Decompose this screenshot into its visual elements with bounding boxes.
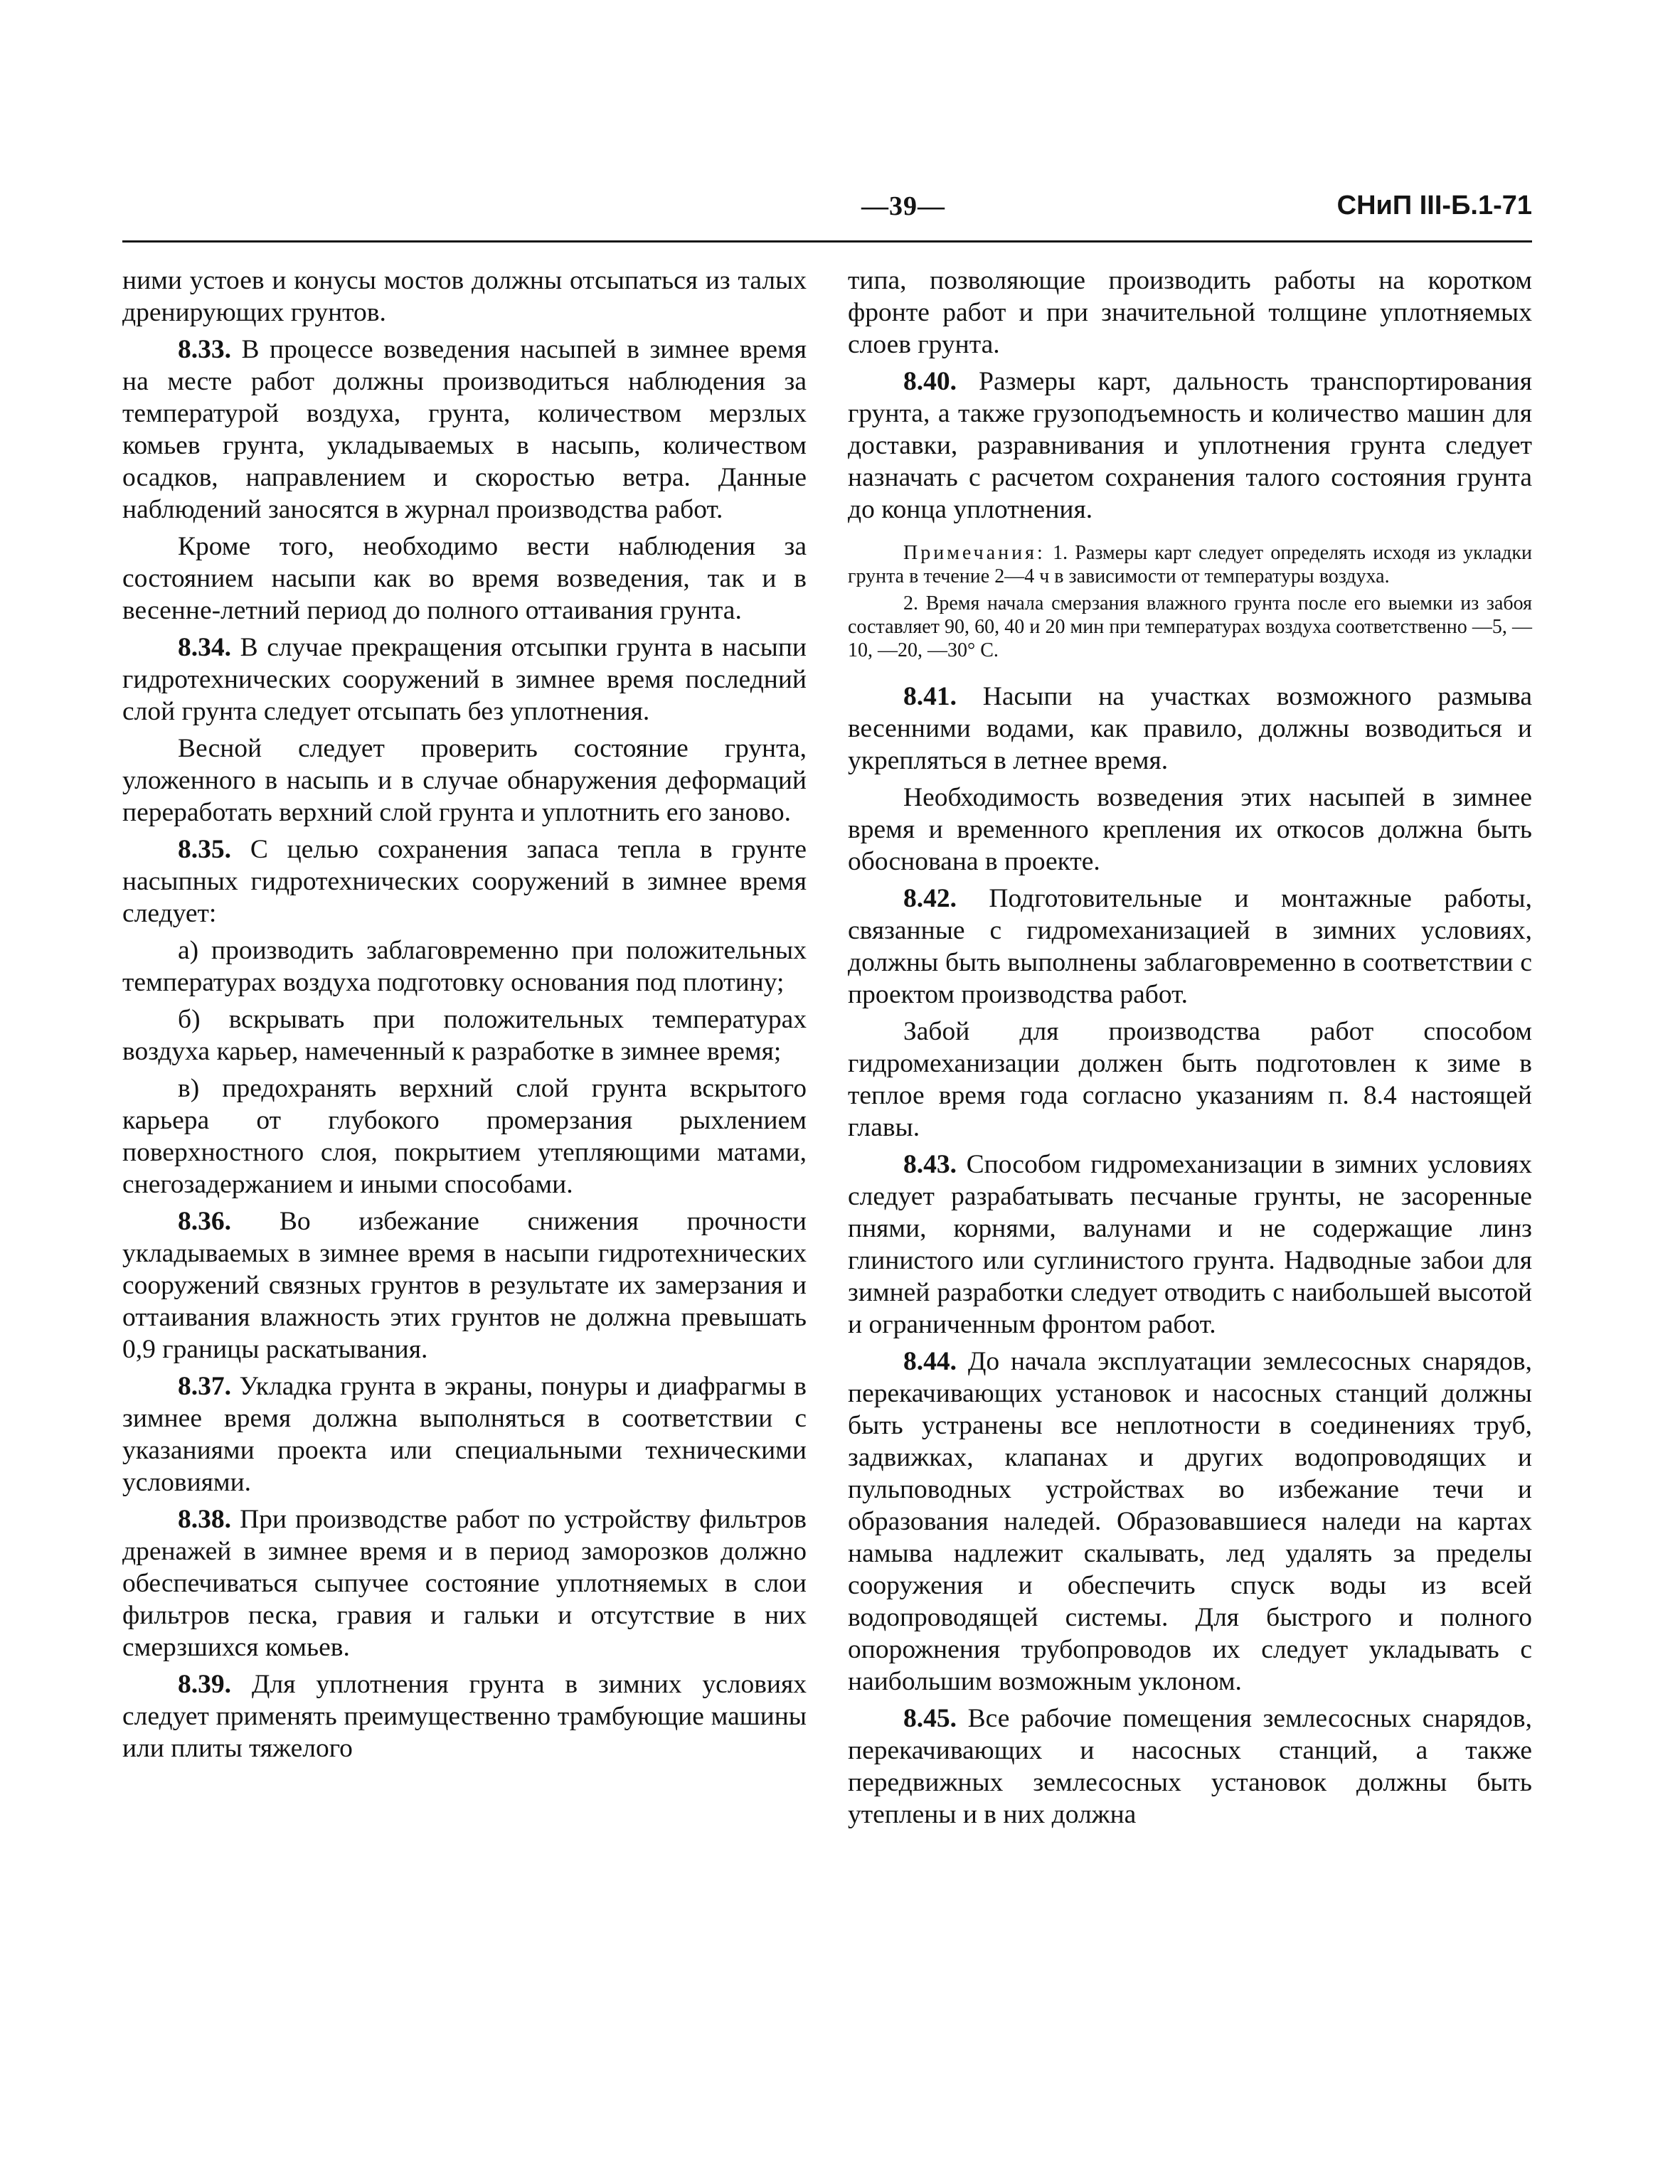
paragraph-text: в) предохранять верхний слой грунта вскрытого карьера от глубокого промерзания рыхлением поверхностного слоя, покрытием утепляющими матами, снегозадержанием и иными способами.: [122, 1074, 807, 1199]
paragraph: [848, 782, 1532, 878]
paragraph-8-40: [848, 366, 1532, 526]
paragraph-8-37: [122, 1370, 807, 1498]
paragraph-8-45: [848, 1703, 1532, 1831]
paragraph-8-43: [848, 1149, 1532, 1341]
clause-number: 8.40.: [903, 367, 957, 396]
paragraph-text: Во избежание снижения прочности укладываемых в зимнее время в насыпи гидротехнических сооружений связных грунтов в результате их замерзания и оттаивания влажность этих грунтов не должна превышать 0,9 границы раскатывания.: [122, 1207, 807, 1364]
clause-number: 8.43.: [903, 1150, 957, 1179]
notes-label: Примечания:: [903, 542, 1046, 564]
clause-number: 8.35.: [178, 835, 231, 864]
paragraph-text: а) производить заблаговременно при положительных температурах воздуха подготовку основания под плотину;: [122, 936, 807, 997]
paragraph-8-39: [122, 1668, 807, 1764]
paragraph-text: б) вскрывать при положительных температурах воздуха карьер, намеченный к разработке в зимнее время;: [122, 1005, 807, 1066]
paragraph-text: типа, позволяющие производить работы на коротком фронте работ и при значительной толщине уплотняемых слоев грунта.: [848, 266, 1532, 359]
page-number: —39—: [861, 191, 945, 221]
paragraph-text: Размеры карт, дальность транспортирования грунта, а также грузоподъемность и количество машин для доставки, разравнивания и уплотнения грунта следует назначать с расчетом сохранения талого состояния грунта до конца уплотнения.: [848, 367, 1533, 524]
paragraph-8-35: [122, 833, 807, 929]
clause-number: 8.44.: [903, 1347, 957, 1376]
note-1: [848, 541, 1532, 588]
paragraph-text: Насыпи на участках возможного размыва весенними водами, как правило, должны возводиться и укрепляться в летнее время.: [848, 682, 1532, 775]
paragraph: [848, 1016, 1532, 1144]
note-text: 1. Размеры карт следует определять исходя из укладки грунта в течение 2—4 ч в зависимости от температуры воздуха.: [848, 542, 1532, 587]
left-column: [122, 265, 807, 1769]
paragraph-text: Укладка грунта в экраны, понуры и диафрагмы в зимнее время должна выполняться в соответствии с указаниями проекта или специальными техническими условиями.: [122, 1372, 807, 1497]
paragraph-text: Забой для производства работ способом гидромеханизации должен быть подготовлен к зиме в теплое время года согласно указаниям п. 8.4 настоящей главы.: [848, 1017, 1532, 1142]
paragraph-text: Кроме того, необходимо вести наблюдения за состоянием насыпи как во время возведения, так и в весенне-летний период до полного оттаивания грунта.: [122, 532, 807, 625]
clause-number: 8.42.: [903, 884, 957, 913]
paragraph: [122, 531, 807, 627]
clause-number: 8.33.: [178, 335, 231, 364]
paragraph-text: До начала эксплуатации землесосных снарядов, перекачивающих установок и насосных станций должны быть устранены все неплотности в соединениях труб, задвижках, клапанах и других водопроводящих и пульповодных устройствах во избежание течи и образования наледей. Образовавшиеся наледи на картах намыва надлежит скалывать, лед удалять за пределы сооружения и обеспечить спуск воды из всей водопроводящей системы. Для быстрого и полного опорожнения трубопроводов их следует укладывать с наибольшим возможным уклоном.: [848, 1347, 1532, 1696]
paragraph-text: ними устоев и конусы мостов должны отсыпаться из талых дренирующих грунтов.: [122, 266, 807, 327]
paragraph-text: При производстве работ по устройству фильтров дренажей в зимнее время и в период заморозков должно обеспечиваться сыпучее состояние уплотняемых в слои фильтров песка, гравия и гальки и отсутствие в них смерзшихся комьев.: [122, 1505, 807, 1662]
paragraph-text: Все рабочие помещения землесосных снарядов, перекачивающих и насосных станций, а также передвижных землесосных установок должны быть утеплены и в них должна: [848, 1704, 1533, 1829]
paragraph-text: С целью сохранения запаса тепла в грунте насыпных гидротехнических сооружений в зимнее время следует:: [122, 835, 807, 928]
clause-number: 8.34.: [178, 633, 231, 662]
paragraph-text: В процессе возведения насыпей в зимнее время на месте работ должны производиться наблюдения за температурой воздуха, грунта, количеством мерзлых комьев грунта, укладываемых в насыпь, количеством осадков, направлением и скоростью ветра. Данные наблюдений заносятся в журнал производства работ.: [122, 335, 807, 524]
paragraph-text: Подготовительные и монтажные работы, связанные с гидромеханизацией в зимних условиях, должны быть выполнены заблаговременно в соответствии с проектом производства работ.: [848, 884, 1532, 1009]
paragraph-8-33: [122, 334, 807, 526]
clause-number: 8.39.: [178, 1670, 231, 1699]
clause-number: 8.37.: [178, 1372, 231, 1401]
note-2: [848, 592, 1532, 662]
clause-number: 8.36.: [178, 1207, 231, 1236]
paragraph-8-41: [848, 681, 1532, 777]
paragraph-text: Весной следует проверить состояние грунта, уложенного в насыпь и в случае обнаружения деформаций переработать верхний слой грунта и уплотнить его заново.: [122, 734, 807, 827]
header-rule: [122, 240, 1532, 243]
clause-number: 8.38.: [178, 1505, 231, 1534]
paragraph-8-44: [848, 1346, 1532, 1698]
page-header: [121, 191, 1532, 233]
paragraph: [848, 265, 1532, 361]
paragraph-text: В случае прекращения отсыпки грунта в насыпи гидротехнических сооружений в зимнее время последний слой грунта следует отсыпать без уплотнения.: [122, 633, 807, 726]
notes-block: [848, 541, 1532, 662]
note-text: 2. Время начала смерзания влажного грунта после его выемки из забоя составляет 90, 60, 40 и 20 мин при температурах воздуха соответственно —5, —10, —20, —30° С.: [848, 592, 1532, 661]
clause-number: 8.41.: [903, 682, 957, 711]
document-code: СНиП III-Б.1-71: [1336, 191, 1532, 220]
clause-number: 8.45.: [903, 1704, 957, 1733]
paragraph-8-38: [122, 1503, 807, 1663]
list-item-b: [122, 1003, 807, 1067]
list-item-a: [122, 934, 807, 998]
right-column: [848, 265, 1532, 1836]
paragraph-8-36: [122, 1205, 807, 1365]
list-item-v: [122, 1072, 807, 1200]
paragraph-text: Необходимость возведения этих насыпей в зимнее время и временного крепления их откосов должна быть обоснована в проекте.: [848, 783, 1532, 876]
paragraph: [122, 265, 807, 329]
paragraph: [122, 733, 807, 829]
paragraph-8-34: [122, 632, 807, 728]
paragraph-8-42: [848, 883, 1532, 1011]
paragraph-text: Для уплотнения грунта в зимних условиях следует применять преимущественно трамбующие машины или плиты тяжелого: [122, 1670, 807, 1763]
paragraph-text: Способом гидромеханизации в зимних условиях следует разрабатывать песчаные грунты, не засоренные пнями, корнями, валунами и не содержащие линз глинистого или суглинистого грунта. Надводные забои для зимней разработки следует отводить с наибольшей высотой и ограниченным фронтом работ.: [848, 1150, 1532, 1339]
